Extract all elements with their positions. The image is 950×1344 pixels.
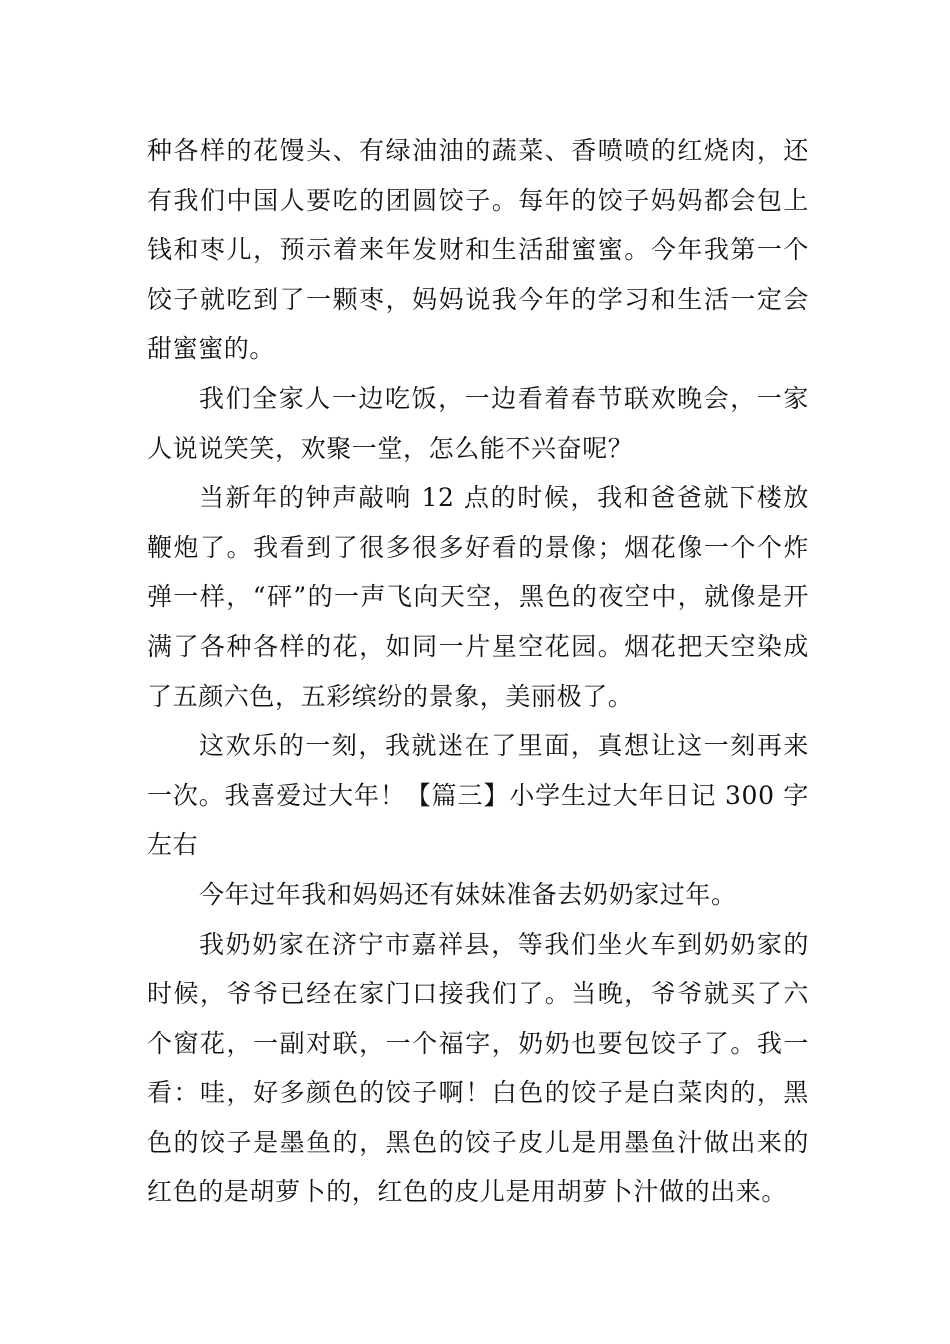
paragraph-5: 今年过年我和妈妈还有妹妹准备去奶奶家过年。 [199, 879, 737, 909]
document-page [147, 126, 809, 1217]
paragraph-2: 我们全家人一边吃饭，一边看着春节联欢晚会，一家人说说笑笑，欢聚一堂，怎么能不兴奋呢？ [147, 383, 809, 463]
paragraph-3: 当新年的钟声敲响 12 点的时候，我和爸爸就下楼放鞭炮了。我看到了很多很多好看的景像；烟花像一个个炸弹一样，“砰”的一声飞向天空，黑色的夜空中，就像是开满了各种各样的花，如同一片星空花园。烟花把天空染成了五颜六色，五彩缤纷的景象，美丽极了。 [147, 483, 809, 711]
paragraph-6: 我奶奶家在济宁市嘉祥县，等我们坐火车到奶奶家的时候，爷爷已经在家门口接我们了。当晚，爷爷就买了六个窗花，一副对联，一个福字，奶奶也要包饺子了。我一看：哇，好多颜色的饺子啊！白色的饺子是白菜肉的，黑色的饺子是墨鱼的，黑色的饺子皮儿是用墨鱼汁做出来的红色的是胡萝卜的，红色的皮儿是用胡萝卜汁做的出来。 [147, 929, 809, 1207]
paragraph-4: 这欢乐的一刻，我就迷在了里面，真想让这一刻再来一次。我喜爱过大年！【篇三】小学生过大年日记 300 字左右 [147, 731, 809, 860]
paragraph-1: 种各样的花馒头、有绿油油的蔬菜、香喷喷的红烧肉，还有我们中国人要吃的团圆饺子。每年的饺子妈妈都会包上钱和枣儿，预示着来年发财和生活甜蜜蜜。今年我第一个饺子就吃到了一颗枣，妈妈说我今年的学习和生活一定会甜蜜蜜的。 [147, 136, 809, 364]
